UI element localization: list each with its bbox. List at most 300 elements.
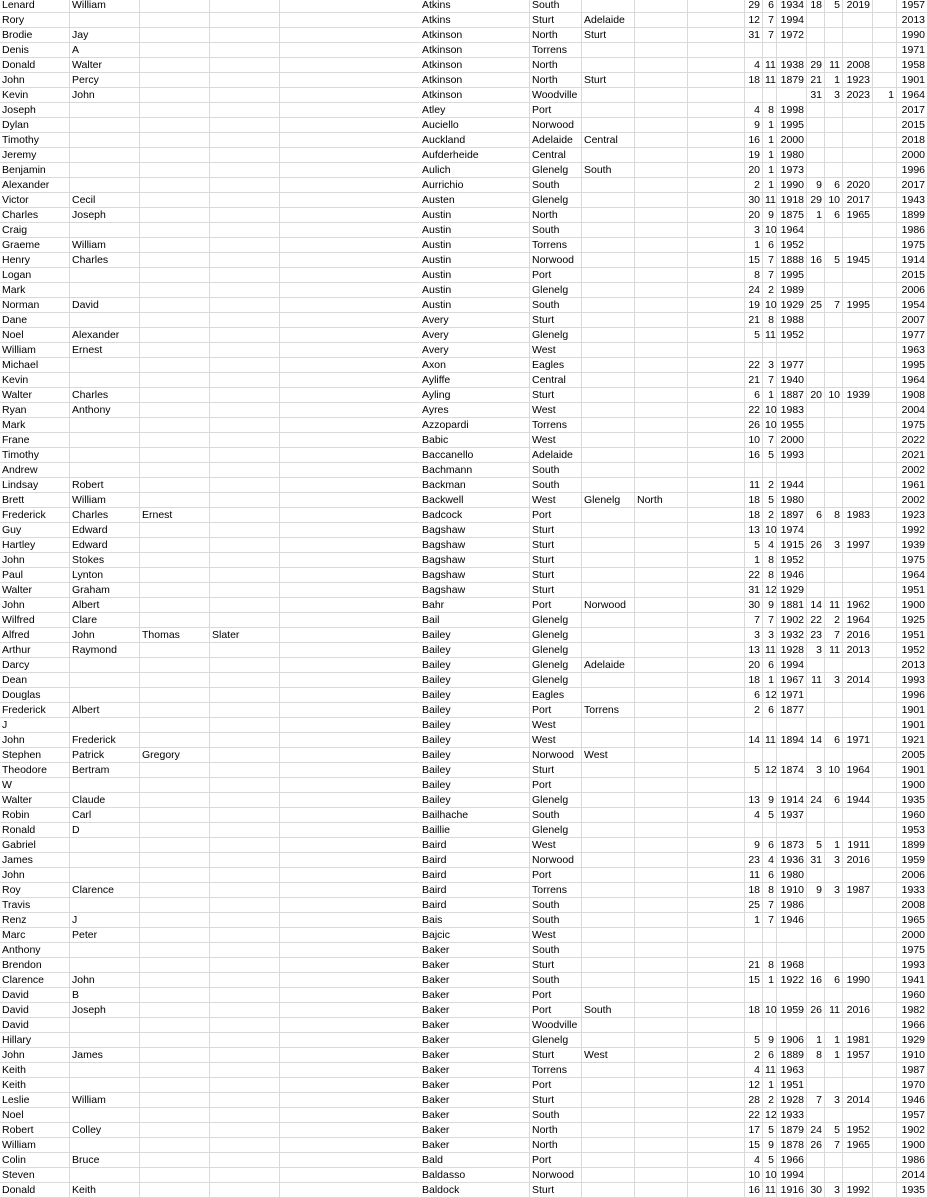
cell-extra[interactable] xyxy=(873,478,897,493)
cell-death-year[interactable] xyxy=(843,688,873,703)
cell-club-1[interactable]: Port xyxy=(530,778,582,793)
cell-club-1[interactable]: Sturt xyxy=(530,1093,582,1108)
cell-club-1[interactable]: North xyxy=(530,73,582,88)
cell-birth-month[interactable]: 11 xyxy=(765,1184,776,1196)
cell-blank[interactable] xyxy=(280,343,420,358)
cell-birth-day[interactable]: 31 xyxy=(745,583,763,598)
cell-fourth-name[interactable] xyxy=(210,568,280,583)
cell-club-1[interactable]: South xyxy=(530,298,582,313)
cell-birth-year[interactable]: 1995 xyxy=(777,118,807,133)
cell-birth-year[interactable]: 2000 xyxy=(777,133,807,148)
cell-debut-year[interactable]: 2006 xyxy=(897,283,928,298)
cell-surname[interactable]: Atkins xyxy=(420,0,530,13)
cell-blank-2[interactable] xyxy=(688,238,745,253)
cell-club-2[interactable] xyxy=(582,283,635,298)
cell-blank[interactable] xyxy=(280,253,420,268)
cell-death-month[interactable] xyxy=(825,658,843,673)
cell-debut-year[interactable]: 1939 xyxy=(897,538,928,553)
cell-surname[interactable]: Baird xyxy=(420,898,530,913)
cell-birth-year[interactable]: 1894 xyxy=(777,733,807,748)
cell-birth-day[interactable]: 9 xyxy=(745,838,763,853)
cell-surname[interactable]: Austin xyxy=(420,238,530,253)
cell-debut-year[interactable]: 1996 xyxy=(897,688,928,703)
cell-birth-month[interactable]: 7 xyxy=(763,28,777,43)
cell-surname[interactable]: Bailey xyxy=(420,733,530,748)
cell-blank-2[interactable] xyxy=(688,388,745,403)
cell-first-name[interactable]: Michael xyxy=(0,358,70,373)
cell-club-1[interactable]: Glenelg xyxy=(530,193,582,208)
cell-death-year[interactable]: 1987 xyxy=(843,883,873,898)
cell-death-year[interactable]: 2023 xyxy=(843,88,873,103)
cell-death-month[interactable] xyxy=(825,343,843,358)
cell-birth-month[interactable] xyxy=(763,718,777,733)
cell-second-name[interactable] xyxy=(70,718,140,733)
cell-fourth-name[interactable] xyxy=(210,478,280,493)
cell-birth-month[interactable]: 5 xyxy=(763,493,777,508)
cell-third-name[interactable] xyxy=(140,493,210,508)
cell-club-2[interactable] xyxy=(582,1078,635,1093)
cell-third-name[interactable] xyxy=(140,0,210,13)
cell-death-month[interactable] xyxy=(825,718,843,733)
cell-birth-day[interactable]: 9 xyxy=(745,118,763,133)
cell-club-3[interactable] xyxy=(635,643,688,658)
cell-third-name[interactable] xyxy=(140,703,210,718)
cell-second-name[interactable] xyxy=(70,13,140,28)
cell-birth-month[interactable]: 2 xyxy=(763,478,777,493)
cell-death-month[interactable]: 3 xyxy=(825,673,843,688)
cell-death-year[interactable]: 1971 xyxy=(843,733,873,748)
cell-extra[interactable] xyxy=(873,178,897,193)
cell-birth-year[interactable]: 1994 xyxy=(777,658,807,673)
cell-club-1[interactable]: Norwood xyxy=(530,748,582,763)
cell-death-day[interactable]: 24 xyxy=(807,793,825,808)
cell-club-2[interactable] xyxy=(582,508,635,523)
cell-debut-year[interactable]: 2013 xyxy=(897,13,928,28)
cell-blank-2[interactable] xyxy=(688,793,745,808)
cell-fourth-name[interactable] xyxy=(210,343,280,358)
cell-fourth-name[interactable] xyxy=(210,1138,280,1153)
cell-club-1[interactable]: North xyxy=(530,208,582,223)
cell-blank[interactable] xyxy=(280,208,420,223)
cell-blank-2[interactable] xyxy=(688,508,745,523)
cell-death-month[interactable] xyxy=(825,118,843,133)
cell-surname[interactable]: Bagshaw xyxy=(420,553,530,568)
cell-club-2[interactable] xyxy=(582,193,635,208)
cell-death-year[interactable]: 1945 xyxy=(843,253,873,268)
cell-debut-year[interactable]: 1900 xyxy=(897,598,928,613)
cell-first-name[interactable]: Henry xyxy=(0,253,70,268)
cell-birth-month[interactable]: 2 xyxy=(763,283,777,298)
cell-blank[interactable] xyxy=(280,133,420,148)
cell-extra[interactable] xyxy=(873,838,897,853)
cell-surname[interactable]: Baker xyxy=(420,1018,530,1033)
cell-second-name[interactable] xyxy=(70,463,140,478)
cell-birth-month[interactable]: 1 xyxy=(763,673,777,688)
cell-birth-day[interactable]: 30 xyxy=(745,193,763,208)
cell-death-year[interactable] xyxy=(843,943,873,958)
cell-debut-year[interactable]: 1957 xyxy=(897,1108,928,1123)
cell-death-month[interactable] xyxy=(825,403,843,418)
cell-club-2[interactable] xyxy=(582,808,635,823)
cell-birth-year[interactable]: 1888 xyxy=(777,253,807,268)
cell-fourth-name[interactable] xyxy=(210,1123,280,1138)
cell-death-day[interactable]: 30 xyxy=(807,1183,825,1198)
cell-debut-year[interactable]: 1986 xyxy=(897,223,928,238)
cell-club-2[interactable] xyxy=(582,118,635,133)
cell-debut-year[interactable]: 2018 xyxy=(897,133,928,148)
cell-extra[interactable] xyxy=(873,763,897,778)
cell-extra[interactable] xyxy=(873,103,897,118)
cell-club-2[interactable] xyxy=(582,253,635,268)
cell-surname[interactable]: Austin xyxy=(420,208,530,223)
cell-birth-year[interactable]: 1994 xyxy=(777,1168,807,1183)
cell-birth-year[interactable]: 1910 xyxy=(777,883,807,898)
cell-birth-year[interactable]: 2000 xyxy=(777,433,807,448)
cell-club-2[interactable]: Norwood xyxy=(582,598,635,613)
cell-birth-year[interactable]: 1938 xyxy=(777,58,807,73)
cell-blank[interactable] xyxy=(280,973,420,988)
cell-birth-day[interactable]: 4 xyxy=(745,58,763,73)
cell-birth-month[interactable]: 9 xyxy=(763,1033,777,1048)
cell-birth-day[interactable]: 20 xyxy=(745,208,763,223)
cell-club-1[interactable]: West xyxy=(530,343,582,358)
cell-surname[interactable]: Atkinson xyxy=(420,88,530,103)
cell-extra[interactable] xyxy=(873,643,897,658)
cell-birth-day[interactable]: 18 xyxy=(745,1003,763,1018)
cell-death-day[interactable] xyxy=(807,238,825,253)
cell-death-year[interactable] xyxy=(843,1078,873,1093)
cell-club-3[interactable] xyxy=(635,718,688,733)
cell-death-year[interactable] xyxy=(843,928,873,943)
cell-club-2[interactable] xyxy=(582,673,635,688)
cell-birth-day[interactable]: 31 xyxy=(745,28,763,43)
cell-first-name[interactable]: Marc xyxy=(0,928,70,943)
cell-death-month[interactable]: 10 xyxy=(825,763,843,778)
cell-second-name[interactable] xyxy=(70,958,140,973)
cell-birth-day[interactable] xyxy=(745,823,763,838)
cell-death-year[interactable]: 1990 xyxy=(843,973,873,988)
cell-debut-year[interactable]: 1990 xyxy=(897,28,928,43)
cell-surname[interactable]: Backwell xyxy=(420,493,530,508)
cell-third-name[interactable] xyxy=(140,523,210,538)
cell-club-2[interactable] xyxy=(582,1153,635,1168)
cell-debut-year[interactable]: 1900 xyxy=(897,1138,928,1153)
cell-birth-month[interactable]: 8 xyxy=(763,313,777,328)
cell-debut-year[interactable]: 1964 xyxy=(897,88,928,103)
cell-second-name[interactable] xyxy=(70,358,140,373)
cell-second-name[interactable] xyxy=(70,433,140,448)
cell-blank-2[interactable] xyxy=(688,1033,745,1048)
cell-club-1[interactable]: Sturt xyxy=(530,553,582,568)
cell-blank[interactable] xyxy=(280,28,420,43)
cell-third-name[interactable] xyxy=(140,148,210,163)
cell-death-year[interactable]: 1911 xyxy=(843,838,873,853)
cell-death-day[interactable]: 11 xyxy=(807,673,825,688)
cell-blank-2[interactable] xyxy=(688,268,745,283)
cell-club-3[interactable] xyxy=(635,403,688,418)
cell-third-name[interactable] xyxy=(140,898,210,913)
cell-birth-month[interactable] xyxy=(763,43,777,58)
cell-birth-month[interactable]: 6 xyxy=(763,703,777,718)
cell-extra[interactable] xyxy=(873,793,897,808)
cell-death-day[interactable] xyxy=(807,928,825,943)
cell-blank[interactable] xyxy=(280,538,420,553)
cell-club-2[interactable] xyxy=(582,943,635,958)
cell-surname[interactable]: Atkinson xyxy=(420,43,530,58)
cell-club-3[interactable] xyxy=(635,973,688,988)
cell-blank[interactable] xyxy=(280,718,420,733)
cell-birth-month[interactable]: 5 xyxy=(763,1153,777,1168)
cell-extra[interactable] xyxy=(873,523,897,538)
cell-club-2[interactable] xyxy=(582,1093,635,1108)
cell-blank[interactable] xyxy=(280,658,420,673)
cell-second-name[interactable] xyxy=(70,658,140,673)
cell-birth-year[interactable]: 1998 xyxy=(777,103,807,118)
cell-third-name[interactable]: Ernest xyxy=(140,508,210,523)
cell-first-name[interactable]: Walter xyxy=(0,583,70,598)
cell-third-name[interactable] xyxy=(140,613,210,628)
cell-extra[interactable] xyxy=(873,448,897,463)
cell-club-2[interactable] xyxy=(582,298,635,313)
cell-death-month[interactable]: 7 xyxy=(825,628,843,643)
cell-club-1[interactable]: Glenelg xyxy=(530,793,582,808)
cell-surname[interactable]: Bail xyxy=(420,613,530,628)
cell-surname[interactable]: Aufderheide xyxy=(420,148,530,163)
cell-death-month[interactable]: 11 xyxy=(825,58,843,73)
cell-third-name[interactable] xyxy=(140,763,210,778)
cell-extra[interactable] xyxy=(873,193,897,208)
cell-first-name[interactable]: Frederick xyxy=(0,508,70,523)
cell-club-2[interactable]: Adelaide xyxy=(582,658,635,673)
cell-birth-month[interactable]: 7 xyxy=(763,913,777,928)
cell-death-day[interactable] xyxy=(807,748,825,763)
cell-death-day[interactable]: 20 xyxy=(807,388,825,403)
cell-third-name[interactable] xyxy=(140,778,210,793)
cell-club-3[interactable] xyxy=(635,163,688,178)
cell-debut-year[interactable]: 1995 xyxy=(897,358,928,373)
cell-club-3[interactable] xyxy=(635,748,688,763)
cell-fourth-name[interactable] xyxy=(210,718,280,733)
cell-death-month[interactable] xyxy=(825,328,843,343)
cell-extra[interactable] xyxy=(873,538,897,553)
cell-club-2[interactable] xyxy=(582,328,635,343)
cell-death-day[interactable] xyxy=(807,1018,825,1033)
cell-death-year[interactable]: 1952 xyxy=(843,1123,873,1138)
cell-death-year[interactable]: 2014 xyxy=(843,673,873,688)
cell-club-3[interactable] xyxy=(635,1078,688,1093)
cell-death-year[interactable]: 1964 xyxy=(843,613,873,628)
cell-fourth-name[interactable] xyxy=(210,703,280,718)
cell-blank-2[interactable] xyxy=(688,448,745,463)
cell-death-year[interactable] xyxy=(843,418,873,433)
cell-blank[interactable] xyxy=(280,433,420,448)
cell-second-name[interactable]: Charles xyxy=(70,388,140,403)
cell-third-name[interactable] xyxy=(140,838,210,853)
cell-fourth-name[interactable] xyxy=(210,598,280,613)
cell-birth-year[interactable]: 1887 xyxy=(777,388,807,403)
cell-extra[interactable] xyxy=(873,493,897,508)
cell-death-month[interactable] xyxy=(825,1153,843,1168)
cell-death-day[interactable] xyxy=(807,1063,825,1078)
cell-debut-year[interactable]: 1935 xyxy=(897,1183,928,1198)
cell-club-3[interactable] xyxy=(635,673,688,688)
cell-surname[interactable]: Bailey xyxy=(420,628,530,643)
cell-club-2[interactable] xyxy=(582,103,635,118)
cell-first-name[interactable]: Charles xyxy=(0,208,70,223)
cell-birth-month[interactable] xyxy=(763,988,777,1003)
cell-club-3[interactable] xyxy=(635,328,688,343)
cell-club-1[interactable]: Glenelg xyxy=(530,163,582,178)
cell-birth-day[interactable]: 14 xyxy=(745,733,763,748)
cell-first-name[interactable]: Mark xyxy=(0,418,70,433)
cell-death-year[interactable] xyxy=(843,163,873,178)
cell-death-month[interactable]: 6 xyxy=(825,208,843,223)
cell-birth-month[interactable]: 11 xyxy=(765,644,776,656)
cell-death-year[interactable] xyxy=(843,268,873,283)
cell-birth-month[interactable]: 2 xyxy=(763,508,777,523)
cell-club-3[interactable] xyxy=(635,178,688,193)
cell-club-1[interactable]: Glenelg xyxy=(530,673,582,688)
cell-birth-year[interactable]: 1955 xyxy=(777,418,807,433)
cell-second-name[interactable] xyxy=(70,1063,140,1078)
cell-birth-day[interactable]: 1 xyxy=(745,913,763,928)
cell-death-year[interactable] xyxy=(843,433,873,448)
cell-first-name[interactable]: Walter xyxy=(0,793,70,808)
cell-club-1[interactable]: South xyxy=(530,0,582,13)
cell-first-name[interactable]: Brett xyxy=(0,493,70,508)
cell-surname[interactable]: Baker xyxy=(420,973,530,988)
cell-death-year[interactable] xyxy=(843,748,873,763)
cell-blank[interactable] xyxy=(280,193,420,208)
cell-surname[interactable]: Baker xyxy=(420,958,530,973)
cell-blank-2[interactable] xyxy=(688,148,745,163)
cell-club-1[interactable]: Port xyxy=(530,868,582,883)
cell-death-year[interactable] xyxy=(843,958,873,973)
cell-blank-2[interactable] xyxy=(688,883,745,898)
cell-second-name[interactable] xyxy=(70,868,140,883)
cell-second-name[interactable]: Clare xyxy=(70,613,140,628)
cell-death-month[interactable] xyxy=(825,913,843,928)
cell-blank-2[interactable] xyxy=(688,43,745,58)
cell-blank[interactable] xyxy=(280,283,420,298)
cell-club-1[interactable]: Sturt xyxy=(530,388,582,403)
cell-third-name[interactable] xyxy=(140,103,210,118)
cell-extra[interactable] xyxy=(873,958,897,973)
cell-blank[interactable] xyxy=(280,1033,420,1048)
cell-second-name[interactable]: Clarence xyxy=(70,883,140,898)
cell-third-name[interactable] xyxy=(140,118,210,133)
cell-debut-year[interactable]: 2021 xyxy=(897,448,928,463)
cell-blank[interactable] xyxy=(280,733,420,748)
cell-death-day[interactable] xyxy=(807,493,825,508)
cell-club-2[interactable] xyxy=(582,838,635,853)
cell-club-1[interactable]: Eagles xyxy=(530,688,582,703)
cell-death-day[interactable]: 7 xyxy=(807,1093,825,1108)
cell-second-name[interactable] xyxy=(70,943,140,958)
cell-birth-month[interactable]: 9 xyxy=(763,793,777,808)
cell-blank[interactable] xyxy=(280,913,420,928)
cell-first-name[interactable]: Timothy xyxy=(0,133,70,148)
cell-club-2[interactable] xyxy=(582,823,635,838)
cell-death-day[interactable]: 31 xyxy=(807,88,825,103)
cell-club-2[interactable] xyxy=(582,388,635,403)
cell-first-name[interactable]: Paul xyxy=(0,568,70,583)
cell-blank-2[interactable] xyxy=(688,418,745,433)
cell-death-day[interactable] xyxy=(807,433,825,448)
cell-death-day[interactable]: 6 xyxy=(807,508,825,523)
cell-fourth-name[interactable] xyxy=(210,433,280,448)
cell-blank-2[interactable] xyxy=(688,868,745,883)
cell-extra[interactable] xyxy=(873,373,897,388)
cell-blank[interactable] xyxy=(280,403,420,418)
cell-birth-month[interactable] xyxy=(763,748,777,763)
cell-first-name[interactable]: Donald xyxy=(0,1183,70,1198)
cell-surname[interactable]: Baird xyxy=(420,883,530,898)
cell-blank[interactable] xyxy=(280,418,420,433)
cell-birth-day[interactable]: 28 xyxy=(745,1093,763,1108)
cell-club-2[interactable]: West xyxy=(582,748,635,763)
cell-birth-day[interactable]: 12 xyxy=(745,1078,763,1093)
cell-death-month[interactable]: 6 xyxy=(825,733,843,748)
cell-blank-2[interactable] xyxy=(688,553,745,568)
cell-debut-year[interactable]: 1899 xyxy=(897,838,928,853)
cell-third-name[interactable] xyxy=(140,313,210,328)
cell-debut-year[interactable]: 1970 xyxy=(897,1078,928,1093)
cell-blank-2[interactable] xyxy=(688,808,745,823)
cell-birth-day[interactable]: 15 xyxy=(745,253,763,268)
cell-club-2[interactable] xyxy=(582,58,635,73)
cell-surname[interactable]: Bailey xyxy=(420,643,530,658)
cell-birth-day[interactable]: 22 xyxy=(745,358,763,373)
cell-club-1[interactable]: Sturt xyxy=(530,538,582,553)
cell-club-1[interactable]: South xyxy=(530,223,582,238)
cell-club-2[interactable] xyxy=(582,1033,635,1048)
cell-club-1[interactable]: Port xyxy=(530,598,582,613)
cell-first-name[interactable]: Douglas xyxy=(0,688,70,703)
cell-club-2[interactable] xyxy=(582,0,635,13)
cell-first-name[interactable]: Joseph xyxy=(0,103,70,118)
cell-fourth-name[interactable] xyxy=(210,118,280,133)
cell-club-1[interactable]: South xyxy=(530,898,582,913)
cell-third-name[interactable] xyxy=(140,1123,210,1138)
cell-club-2[interactable] xyxy=(582,43,635,58)
cell-second-name[interactable]: William xyxy=(70,1093,140,1108)
cell-blank-2[interactable] xyxy=(688,823,745,838)
cell-surname[interactable]: Atkinson xyxy=(420,58,530,73)
cell-death-year[interactable]: 2016 xyxy=(843,628,873,643)
cell-club-1[interactable]: West xyxy=(530,493,582,508)
cell-debut-year[interactable]: 1954 xyxy=(897,298,928,313)
cell-death-month[interactable] xyxy=(825,1078,843,1093)
cell-club-2[interactable] xyxy=(582,763,635,778)
cell-debut-year[interactable]: 1899 xyxy=(897,208,928,223)
cell-club-1[interactable]: Norwood xyxy=(530,1168,582,1183)
cell-club-2[interactable] xyxy=(582,988,635,1003)
cell-birth-day[interactable]: 16 xyxy=(745,1183,763,1198)
cell-death-day[interactable] xyxy=(807,553,825,568)
cell-fourth-name[interactable] xyxy=(210,163,280,178)
cell-surname[interactable]: Ayres xyxy=(420,403,530,418)
cell-birth-day[interactable]: 18 xyxy=(745,493,763,508)
cell-club-1[interactable]: Glenelg xyxy=(530,643,582,658)
cell-club-3[interactable] xyxy=(635,193,688,208)
cell-death-day[interactable]: 5 xyxy=(807,838,825,853)
cell-surname[interactable]: Bagshaw xyxy=(420,583,530,598)
cell-second-name[interactable]: Albert xyxy=(70,703,140,718)
cell-third-name[interactable] xyxy=(140,433,210,448)
cell-fourth-name[interactable] xyxy=(210,988,280,1003)
cell-death-month[interactable] xyxy=(825,268,843,283)
